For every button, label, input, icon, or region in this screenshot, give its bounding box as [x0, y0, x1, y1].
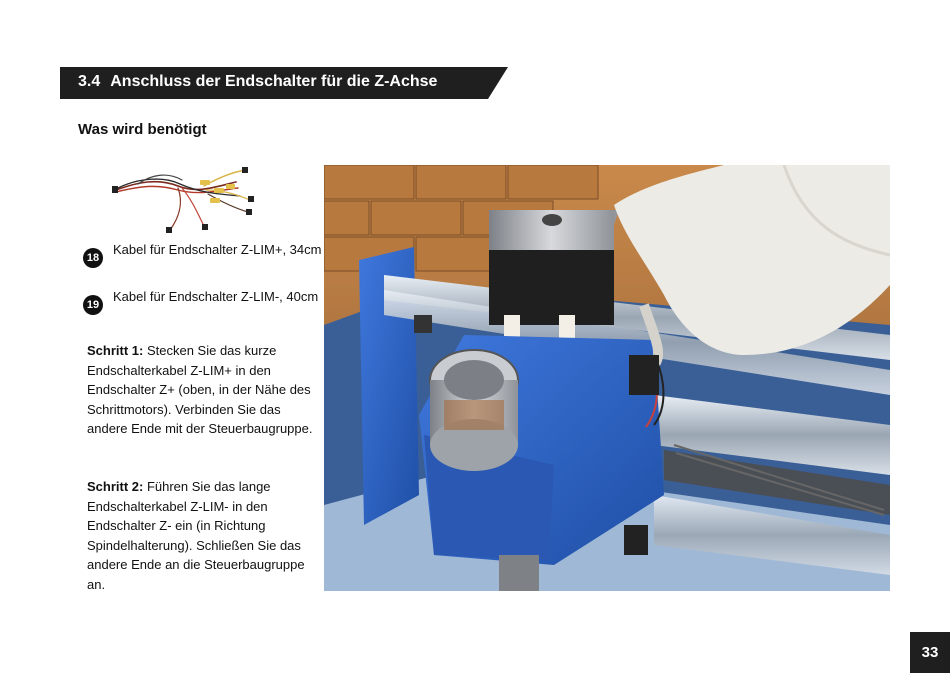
step-text: Stecken Sie das kurze Endschalterkabel Z-LIM+ in den Endschalter Z+ (oben, in der Nähe des Schrittmotors). Verbinden Sie das andere Ende mit der Steuerbaugruppe. [87, 343, 313, 436]
step-label: Schritt 1: [87, 343, 144, 358]
part-item-19 [83, 287, 323, 311]
step-label: Schritt 2: [87, 479, 144, 494]
step-1 [87, 341, 317, 439]
part-badge: 18 [83, 248, 103, 268]
cable-image [108, 164, 258, 234]
section-number: 3.4 [78, 73, 101, 90]
cnc-machine-photo [324, 165, 890, 591]
step-2 [87, 477, 317, 594]
part-label: Kabel für Endschalter Z-LIM-, 40cm [113, 289, 319, 304]
section-banner [60, 67, 508, 99]
section-title-text: Anschluss der Endschalter für die Z-Achse [110, 73, 438, 90]
step-text: Führen Sie das lange Endschalterkabel Z-LIM- in den Endschalter Z- ein (in Richtung Spindelhalterung). Schließen Sie das andere Ende an die Steuerbaugruppe an. [87, 479, 305, 592]
part-label: Kabel für Endschalter Z-LIM+, 34cm [113, 242, 322, 257]
section-title [78, 73, 437, 91]
part-item-18 [83, 240, 323, 264]
part-badge: 19 [83, 295, 103, 315]
subheading: Was wird benötigt [78, 121, 207, 138]
page-number: 33 [910, 632, 950, 673]
